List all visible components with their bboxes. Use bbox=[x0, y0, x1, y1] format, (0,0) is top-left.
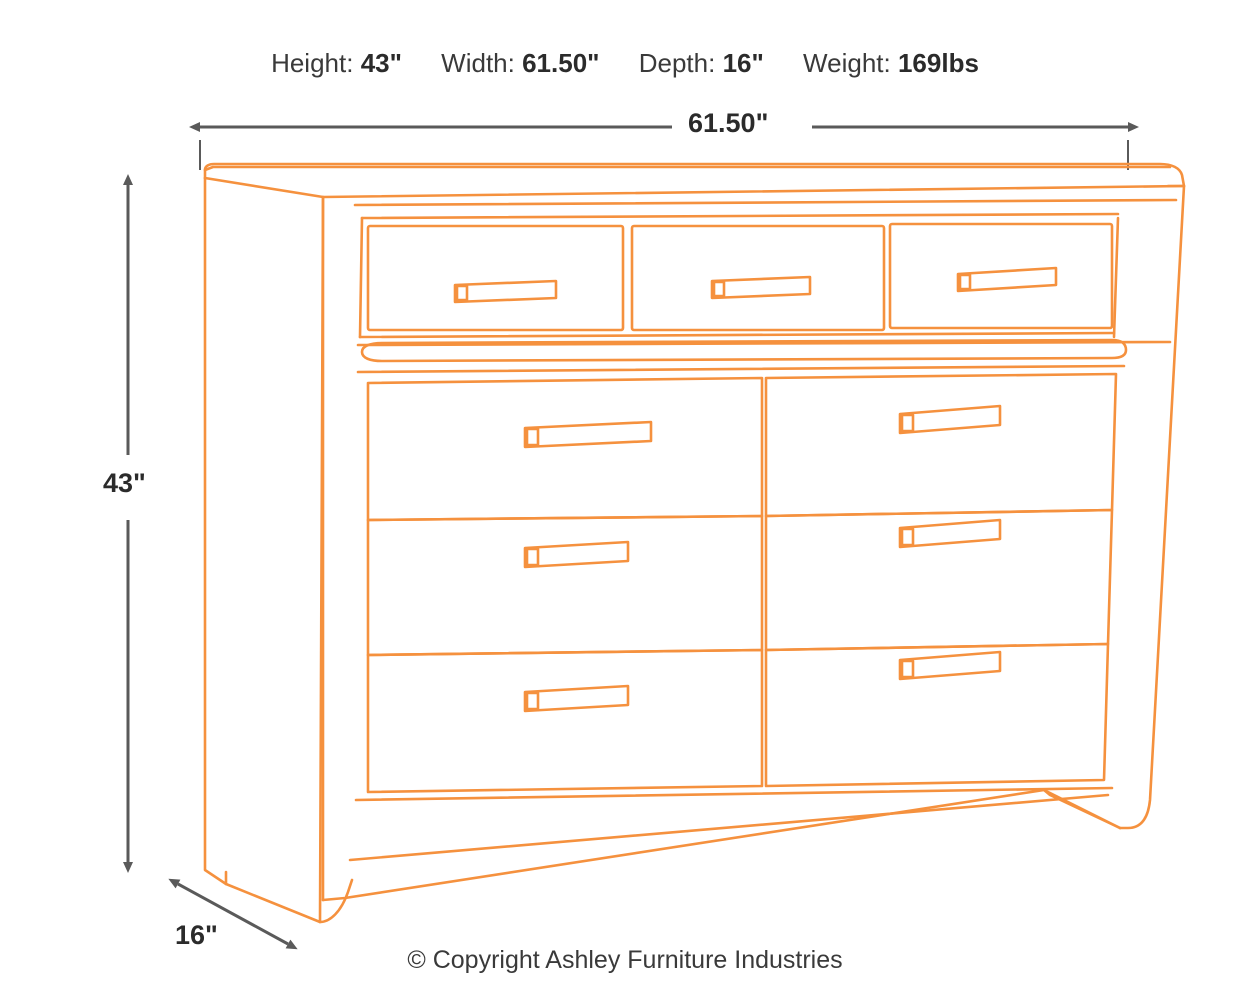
handle-top-1 bbox=[455, 281, 556, 302]
handle-row3-right bbox=[900, 652, 1000, 679]
lower-drawer-grid bbox=[368, 374, 1116, 792]
front-right-edge bbox=[1120, 186, 1184, 828]
handle-row2-left bbox=[525, 542, 628, 567]
top-lip bbox=[205, 167, 1170, 170]
spec-width-value: 61.50" bbox=[522, 48, 600, 78]
top-drawer-row bbox=[368, 224, 1112, 330]
left-side-panel bbox=[205, 178, 323, 922]
drawer-row2-left bbox=[368, 516, 762, 655]
handle-top-2 bbox=[712, 277, 810, 298]
width-dimension-label: 61.50" bbox=[688, 108, 769, 138]
drawer-row1-left bbox=[368, 378, 762, 520]
top-bank-upper-rail bbox=[355, 200, 1176, 205]
handle-row3-left bbox=[525, 686, 628, 711]
drawer-top-3 bbox=[890, 224, 1112, 328]
spec-depth-label: Depth: bbox=[638, 48, 716, 78]
top-bank-right-inner bbox=[1114, 218, 1118, 337]
front-bottom-rail bbox=[323, 790, 1120, 900]
spec-weight-label: Weight: bbox=[803, 48, 891, 78]
drawer-row1-right bbox=[766, 374, 1116, 516]
spec-height-value: 43" bbox=[360, 48, 402, 78]
top-bank-left-inner bbox=[360, 218, 362, 337]
drawer-row2-right bbox=[766, 510, 1112, 650]
height-dimension-label: 43" bbox=[103, 468, 146, 498]
copyright-text: © Copyright Ashley Furniture Industries bbox=[407, 946, 843, 974]
handle-row1-left bbox=[525, 422, 651, 447]
depth-dimension-label: 16" bbox=[175, 920, 218, 950]
spec-width-label: Width: bbox=[441, 48, 515, 78]
spec-depth-value: 16" bbox=[722, 48, 764, 78]
handle-top-3 bbox=[958, 268, 1056, 291]
drawer-row3-left bbox=[368, 650, 762, 792]
dimension-lines bbox=[128, 127, 1128, 944]
top-surface-back bbox=[205, 178, 1184, 197]
lower-bank-top-rail bbox=[358, 366, 1124, 372]
spec-height-label: Height: bbox=[271, 48, 354, 78]
dresser-body bbox=[205, 164, 1184, 922]
top-bank-inner-top bbox=[362, 214, 1118, 218]
drawer-row3-right bbox=[766, 644, 1108, 786]
top-bank-inner-bottom bbox=[360, 333, 1114, 337]
handle-row1-right bbox=[900, 406, 1000, 433]
spec-weight-value: 169lbs bbox=[897, 48, 979, 78]
bottom-inner-rail bbox=[350, 795, 1108, 860]
handle-row2-right bbox=[900, 520, 1000, 547]
drawer-top-1 bbox=[368, 226, 623, 330]
